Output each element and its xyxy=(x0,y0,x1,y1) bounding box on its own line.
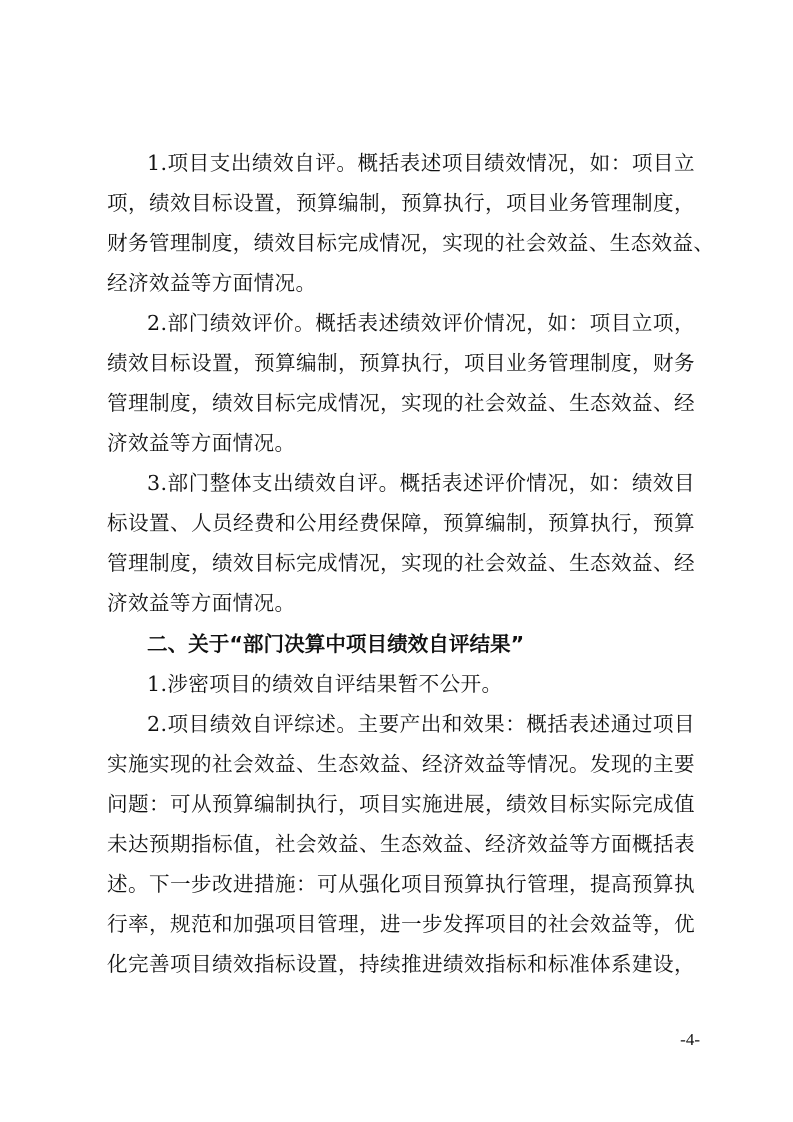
paragraph-2-line-4: 济效益等方面情况。 xyxy=(107,431,296,455)
paragraph-1-line-1: 1.项目支出绩效自评。概括表述项目绩效情况，如：项目立 xyxy=(147,151,695,175)
paragraph-1-line-4: 经济效益等方面情况。 xyxy=(107,271,317,295)
paragraph-5-line-1: 2.项目绩效自评综述。主要产出和效果：概括表述通过项目 xyxy=(147,712,695,736)
paragraph-2-line-3: 管理制度，绩效目标完成情况，实现的社会效益、生态效益、经 xyxy=(107,391,695,415)
paragraph-3-line-1: 3.部门整体支出绩效自评。概括表述评价情况，如：绩效目 xyxy=(147,471,695,495)
paragraph-5-line-6: 行率，规范和加强项目管理，进一步发挥项目的社会效益等，优 xyxy=(107,912,695,936)
paragraph-2-line-1: 2.部门绩效评价。概括表述绩效评价情况，如：项目立项， xyxy=(147,311,695,335)
paragraph-3-line-2: 标设置、人员经费和公用经费保障，预算编制，预算执行，预算 xyxy=(107,511,695,535)
section-heading: 二、关于“部门决算中项目绩效自评结果” xyxy=(147,632,525,656)
paragraph-3-line-4: 济效益等方面情况。 xyxy=(107,591,296,615)
paragraph-4-line-1: 1.涉密项目的绩效自评结果暂不公开。 xyxy=(147,672,503,696)
paragraph-5-line-4: 未达预期指标值，社会效益、生态效益、经济效益等方面概括表 xyxy=(107,832,695,856)
paragraph-2-line-2: 绩效目标设置，预算编制，预算执行，项目业务管理制度，财务 xyxy=(107,351,695,375)
paragraph-5-line-5: 述。下一步改进措施：可从强化项目预算执行管理，提高预算执 xyxy=(107,872,695,896)
paragraph-1-line-2: 项，绩效目标设置，预算编制，预算执行，项目业务管理制度， xyxy=(107,191,695,215)
paragraph-5-line-3: 问题：可从预算编制执行，项目实施进展，绩效目标实际完成值 xyxy=(107,792,695,816)
paragraph-5-line-2: 实施实现的社会效益、生态效益、经济效益等情况。发现的主要 xyxy=(107,752,695,776)
page-number: -4- xyxy=(680,1030,700,1049)
paragraph-1-line-3: 财务管理制度，绩效目标完成情况，实现的社会效益、生态效益、 xyxy=(107,231,715,255)
paragraph-5-line-7: 化完善项目绩效指标设置，持续推进绩效指标和标准体系建设， xyxy=(107,952,695,976)
paragraph-3-line-3: 管理制度，绩效目标完成情况，实现的社会效益、生态效益、经 xyxy=(107,551,695,575)
